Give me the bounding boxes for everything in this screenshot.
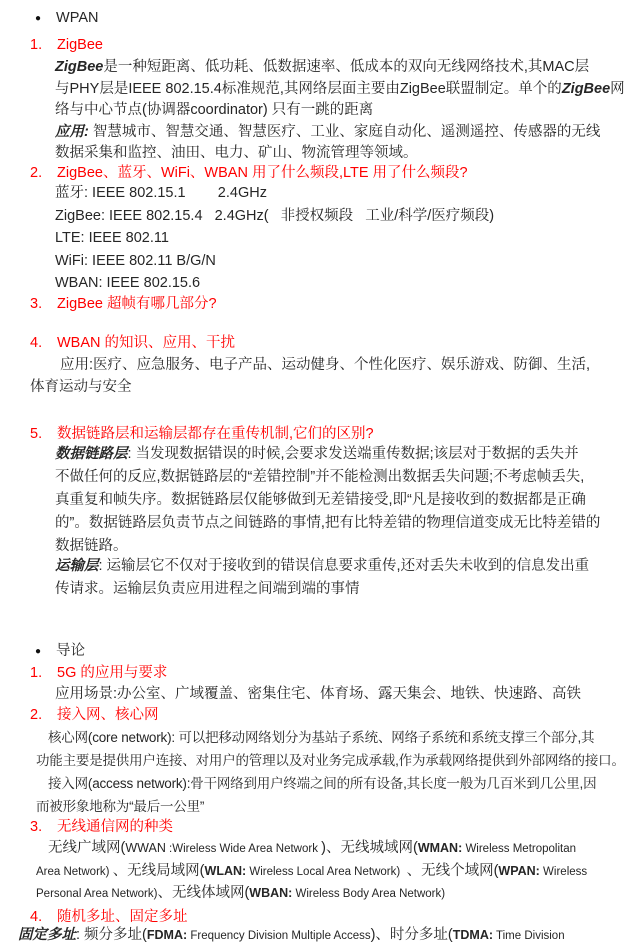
heading-label: ZigBee、蓝牙、WiFi、WBAN 用了什么频段,LTE 用了什么频段? [57, 165, 468, 181]
text-segment: 运输层 [55, 558, 99, 574]
text-segment: Area Network) [36, 865, 113, 878]
text-segment: LTE: IEEE 802.11 [55, 230, 169, 246]
text-segment: Wireless Body Area Network) [292, 888, 446, 900]
heading-number: 4. [30, 909, 43, 925]
paragraph-line [55, 444, 579, 464]
text-segment: 应用:医疗、应急服务、电子产品、运动健身、个性化医疗、娱乐游戏、防御、生活, [60, 357, 591, 373]
bullet-heading-label: 导论 [56, 643, 86, 659]
text-segment: WBAN: [249, 886, 293, 900]
text-segment: ZigBee [561, 80, 611, 97]
text-segment: ZigBee [55, 59, 104, 75]
heading-number: 3. [30, 296, 43, 312]
text-segment: FDMA: [146, 928, 188, 942]
paragraph-line [55, 490, 586, 510]
paragraph-line [55, 100, 373, 120]
heading-number: 3. [30, 819, 43, 835]
text-segment: 智慧城市、智慧交通、智慧医疗、工业、家庭自动化、遥测遥控、传感器的无线 [88, 123, 601, 140]
bullet-heading [35, 8, 98, 28]
numbered-heading [30, 907, 188, 927]
heading-number: 5. [30, 426, 43, 442]
paragraph-line [60, 355, 590, 375]
text-segment: 数据链路。 [55, 538, 128, 554]
text-segment: ZigBee: IEEE 802.15.4 2.4GHz( 非授权频段 工业/科学/医疗频段) [55, 207, 495, 224]
text-segment: 无线广域网( [48, 840, 126, 856]
paragraph-line [55, 536, 128, 556]
paragraph-line [55, 57, 589, 77]
heading-label: 接入网、核心网 [57, 707, 159, 723]
text-segment: )、无线城域网( [321, 840, 418, 856]
paragraph-line [36, 861, 587, 881]
text-segment: 的”。数据链路层负责节点之间链路的事情,把有比特差错的物理信道变成无比特差错的 [55, 515, 601, 531]
paragraph-line [55, 143, 418, 163]
heading-label: ZigBee 超帧有哪几部分? [57, 296, 217, 312]
bullet-heading [35, 641, 85, 661]
text-segment: : 当发现数据错误的时候,会要求发送端重传数据;该层对于数据的丢失并 [127, 446, 579, 462]
text-segment: WWAN [125, 841, 166, 855]
text-segment: 与PHY层是IEEE 802.15.4标准规范,其网络层面主要由ZigBee联盟制定。单个的 [55, 80, 562, 97]
heading-label: WBAN 的知识、应用、干扰 [57, 335, 236, 351]
text-segment: WBAN: IEEE 802.15.6 [55, 275, 201, 291]
text-segment: 真重复和帧失序。数据链路层仅能够做到无差错接受,即“凡是接收到的数据都是正确 [55, 492, 586, 508]
text-segment: Time Division [493, 930, 565, 942]
text-segment: 应用: [55, 123, 89, 140]
text-segment: 接入网(access network):骨干网络到用户终端之间的所有设备,其长度一般为几百米到几公里,因 [48, 776, 597, 791]
text-segment: 而被形象地称为“最后一公里” [36, 799, 205, 814]
text-segment: WLAN: [204, 863, 247, 878]
paragraph-line [48, 728, 594, 748]
numbered-heading [30, 705, 159, 725]
paragraph-line [55, 579, 360, 599]
text-segment: 传请求。运输层负责应用进程之间端到端的事情 [55, 581, 360, 597]
text-segment: 核心网(core network): 可以把移动网络划分为基站子系统、网络子系统和系统支撑三个部分,其 [48, 730, 595, 745]
text-segment: 网 [610, 80, 625, 97]
bullet-heading-label: WPAN [56, 10, 99, 26]
numbered-heading [30, 294, 217, 314]
numbered-heading [30, 35, 103, 55]
paragraph-line [55, 273, 200, 293]
bullet-icon: ● [35, 12, 42, 24]
paragraph-line [55, 513, 600, 533]
heading-number: 4. [30, 335, 43, 351]
paragraph-line [55, 228, 169, 248]
text-segment: 络与中心节点(协调器coordinator) 只有一跳的距离 [55, 102, 374, 118]
text-segment: : 运输层它不仅对于接收到的错误信息要求重传,还对丢失未收到的信息发出重 [98, 558, 590, 574]
paragraph-line [36, 883, 445, 903]
numbered-heading [30, 663, 167, 683]
text-segment: 体育运动与安全 [30, 379, 132, 395]
text-segment: 、无线局域网( [112, 862, 205, 879]
text-segment: Wireless [539, 865, 588, 878]
paragraph-line [55, 467, 584, 487]
text-segment: : 频分多址( [76, 927, 147, 943]
text-segment: 数据采集和监控、油田、电力、矿山、物流管理等领域。 [55, 145, 418, 161]
numbered-heading [30, 163, 468, 183]
heading-label: 数据链路层和运输层都存在重传机制,它们的区别? [57, 426, 374, 442]
paragraph-line [55, 122, 600, 142]
paragraph-line [48, 838, 576, 858]
heading-number: 2. [30, 165, 43, 181]
paragraph-line [36, 751, 625, 771]
text-segment: 、无线个域网( [406, 862, 499, 879]
paragraph-line [18, 925, 565, 945]
text-segment: Wireless Local Area Network) [246, 865, 407, 878]
text-segment: 不做任何的反应,数据链路层的“差错控制”并不能检测出数据丢失问题;不考虑帧丢失, [55, 469, 585, 485]
text-segment: 数据链路层 [55, 446, 128, 462]
heading-label: 5G 的应用与要求 [57, 665, 168, 681]
paragraph-line [55, 251, 216, 271]
text-segment: )、时分多址( [370, 927, 453, 943]
text-segment: 是一种短距离、低功耗、低数据速率、低成本的双向无线网络技术,其MAC层 [103, 59, 590, 75]
paragraph-line [36, 797, 204, 817]
paragraph-line [55, 206, 494, 226]
text-segment: Personal Area Network) [36, 888, 158, 900]
heading-number: 1. [30, 37, 43, 53]
numbered-heading [30, 424, 374, 444]
paragraph-line [48, 774, 596, 794]
text-segment: 应用场景:办公室、广域覆盖、密集住宅、体育场、露天集会、地铁、快速路、高铁 [55, 686, 582, 702]
heading-label: 随机多址、固定多址 [57, 909, 188, 925]
text-segment: TDMA: [452, 928, 494, 942]
numbered-heading [30, 817, 173, 837]
text-segment: 固定多址 [18, 927, 76, 943]
text-segment: WiFi: IEEE 802.11 B/G/N [55, 252, 216, 269]
text-segment: Wireless Metropolitan [462, 843, 577, 855]
heading-number: 2. [30, 707, 43, 723]
text-segment: 、无线体域网( [157, 885, 250, 901]
numbered-heading [30, 333, 235, 353]
text-segment: 蓝牙: IEEE 802.15.1 2.4GHz [55, 185, 267, 201]
heading-label: 无线通信网的种类 [57, 819, 173, 835]
heading-number: 1. [30, 665, 43, 681]
bullet-icon: ● [35, 645, 42, 657]
text-segment: Frequency Division Multiple Access [187, 930, 371, 942]
paragraph-line [55, 684, 581, 704]
paragraph-line [30, 377, 132, 397]
text-segment: WMAN: [417, 841, 463, 855]
paragraph-line [55, 556, 589, 576]
paragraph-line [55, 183, 267, 203]
text-segment: :Wireless Wide Area Network [165, 843, 322, 855]
text-segment: WPAN: [498, 863, 540, 878]
paragraph-line [55, 79, 625, 99]
text-segment: 功能主要是提供用户连接、对用户的管理以及对业务完成承载,作为承载网络提供到外部网络的接口。 [36, 753, 625, 768]
heading-label: ZigBee [57, 37, 103, 53]
